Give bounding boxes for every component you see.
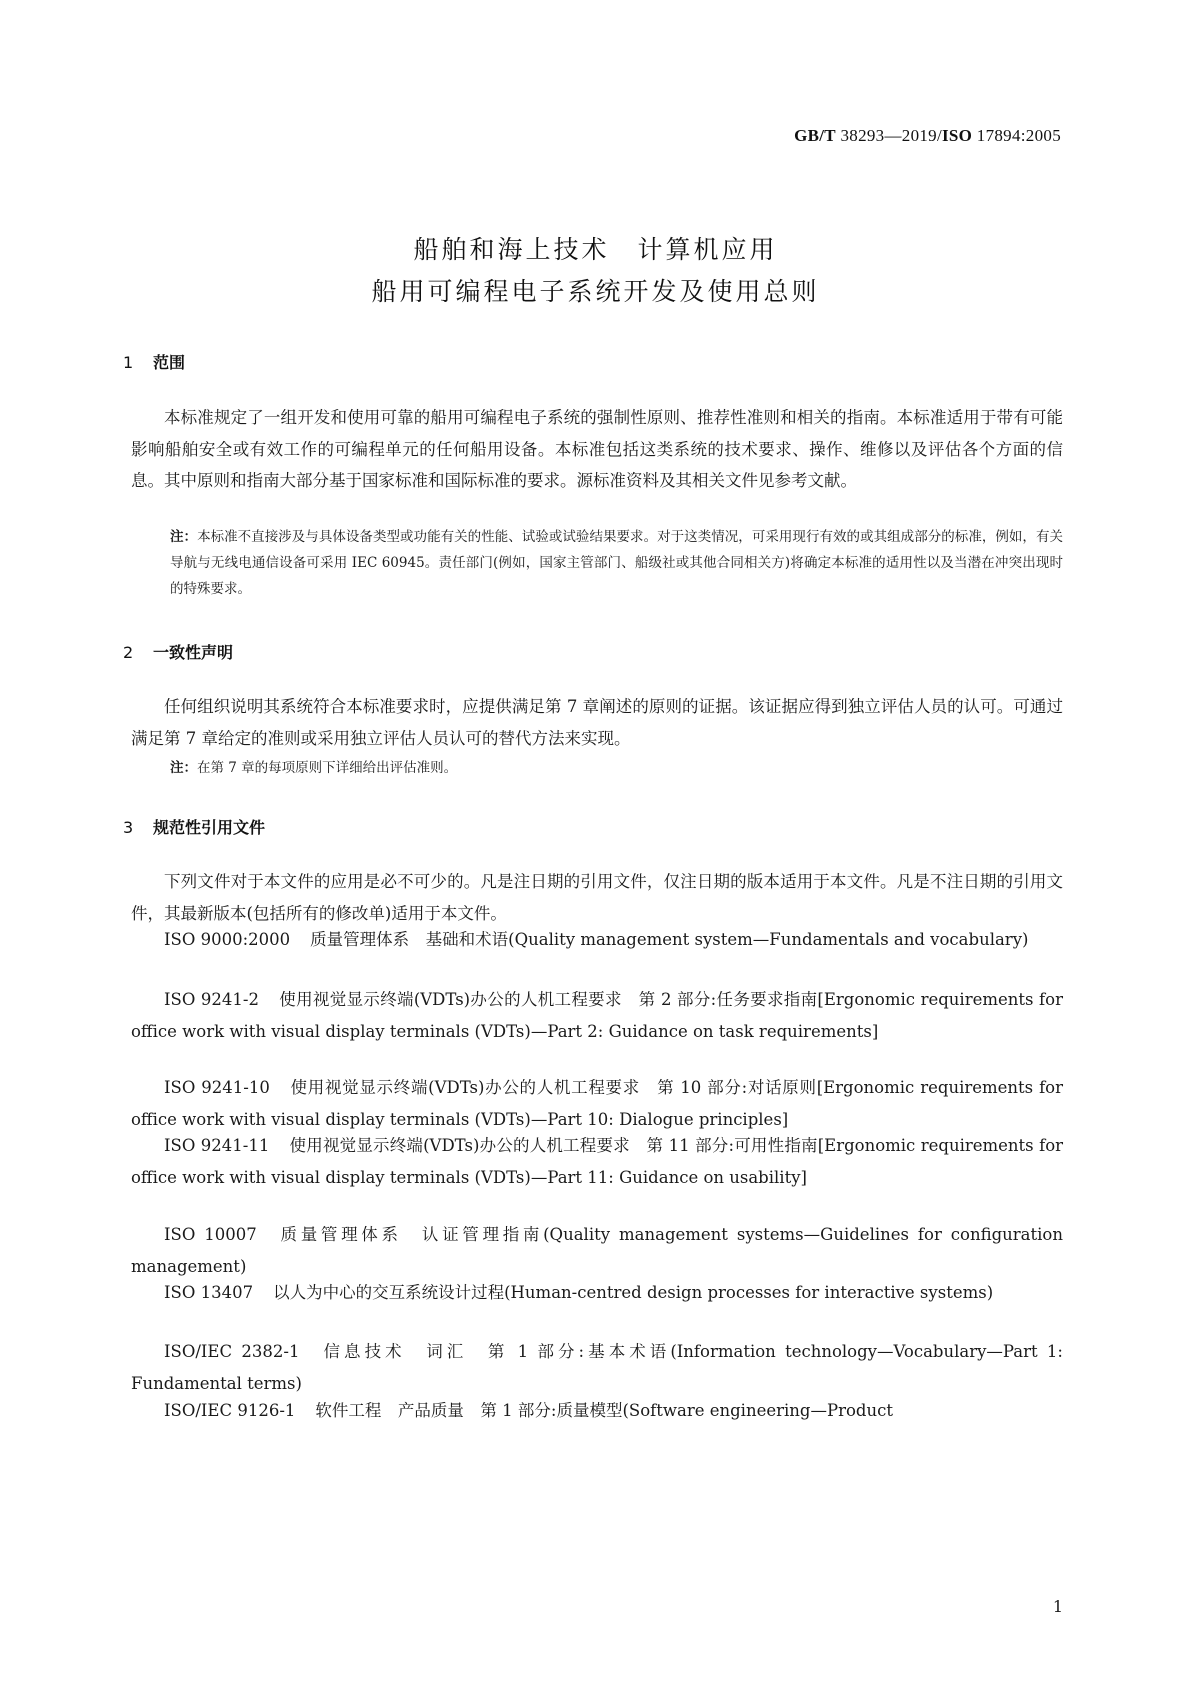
reference-title: 使用视觉显示终端(VDTs)办公的人机工程要求 第 11 部分:可用性指南[Ergonomic requirements for office work with visual display terminals (VDTs)—Part 11: Guidance on usability]: [131, 1136, 1064, 1187]
reference-title: 以人为中心的交互系统设计过程(Human-centred design processes for interactive systems): [273, 1283, 994, 1302]
reference-item: [131, 924, 1063, 956]
reference-title: 软件工程 产品质量 第 1 部分:质量模型(Software engineering—Product: [315, 1401, 893, 1420]
section-heading-scope: [123, 350, 185, 373]
reference-code: ISO 13407: [164, 1283, 254, 1302]
conformance-paragraph: 任何组织说明其系统符合本标准要求时，应提供满足第 7 章阐述的原则的证据。该证据应得到独立评估人员的认可。可通过满足第 7 章给定的准则或采用独立评估人员认可的替代方法来实现。: [131, 697, 1063, 748]
reference-title: 使用视觉显示终端(VDTs)办公的人机工程要求 第 10 部分:对话原则[Ergonomic requirements for office work with visual display terminals (VDTs)—Part 10: Dialogue principles]: [131, 1078, 1064, 1129]
note-label: 注：: [170, 760, 197, 776]
standard-number: 38293—2019/: [840, 126, 942, 145]
standard-code: [794, 126, 1061, 146]
reference-item: [131, 1277, 1063, 1309]
section-number: 2: [123, 643, 134, 662]
reference-item: [131, 984, 1063, 1047]
reference-item: [131, 1336, 1063, 1399]
conformance-note: [170, 755, 1063, 781]
references-intro-paragraph: 下列文件对于本文件的应用是必不可少的。凡是注日期的引用文件，仅注日期的版本适用于本文件。凡是不注日期的引用文件，其最新版本(包括所有的修改单)适用于本文件。: [131, 872, 1063, 923]
standard-prefix: GB/T: [794, 126, 836, 145]
scope-paragraph: 本标准规定了一组开发和使用可靠的船用可编程电子系统的强制性原则、推荐性准则和相关的指南。本标准适用于带有可能影响船舶安全或有效工作的可编程单元的任何船用设备。本标准包括这类系统的技术要求、操作、维修以及评估各个方面的信息。其中原则和指南大部分基于国家标准和国际标准的要求。源标准资料及其相关文件见参考文献。: [131, 408, 1063, 490]
reference-item: [131, 1219, 1063, 1282]
section-heading-normative-references: [123, 815, 265, 838]
note-text: 本标准不直接涉及与具体设备类型或功能有关的性能、试验或试验结果要求。对于这类情况，可采用现行有效的或其组成部分的标准，例如，有关导航与无线电通信设备可采用 IEC 60945。责任部门(例如，国家主管部门、船级社或其他合同相关方)将确定本标准的适用性以及当潜在冲突出现时的特殊要求。: [170, 529, 1063, 597]
iso-prefix: ISO: [942, 126, 973, 145]
reference-item: [131, 1130, 1063, 1193]
section-title: 一致性声明: [153, 643, 234, 662]
reference-code: ISO/IEC 9126-1: [164, 1401, 296, 1420]
page-number: 1: [1052, 1597, 1063, 1616]
reference-title: 质量管理体系 基础和术语(Quality management system—Fundamentals and vocabulary): [310, 930, 1029, 949]
note-label: 注：: [170, 529, 198, 545]
reference-code: ISO/IEC 2382-1: [164, 1342, 300, 1361]
reference-code: ISO 9241-2: [164, 990, 259, 1009]
section-heading-conformance: [123, 640, 233, 663]
document-title-line2: 船用可编程电子系统开发及使用总则: [371, 277, 820, 306]
section-title: 规范性引用文件: [153, 818, 266, 837]
section-title: 范围: [153, 353, 186, 372]
section-number: 1: [123, 353, 134, 372]
reference-code: ISO 9241-10: [164, 1078, 270, 1097]
reference-item: [131, 1395, 1063, 1427]
section-number: 3: [123, 818, 134, 837]
iso-number: 17894:2005: [976, 126, 1061, 145]
reference-title: 质量管理体系 认证管理指南(Quality management systems—Guidelines for configuration management): [131, 1225, 1063, 1276]
note-text: 在第 7 章的每项原则下详细给出评估准则。: [197, 760, 458, 776]
reference-title: 信息技术 词汇 第 1 部分:基本术语(Information technology—Vocabulary—Part 1: Fundamental terms): [131, 1342, 1063, 1393]
reference-code: ISO 10007: [164, 1225, 257, 1244]
reference-code: ISO 9241-11: [164, 1136, 270, 1155]
scope-note: [170, 524, 1063, 602]
reference-title: 使用视觉显示终端(VDTs)办公的人机工程要求 第 2 部分:任务要求指南[Ergonomic requirements for office work with visual display terminals (VDTs)—Part 2: Guidance on task requirements]: [131, 990, 1063, 1041]
document-title-line1: 船舶和海上技术 计算机应用: [413, 235, 778, 264]
reference-code: ISO 9000:2000: [164, 930, 291, 949]
reference-item: [131, 1072, 1063, 1135]
